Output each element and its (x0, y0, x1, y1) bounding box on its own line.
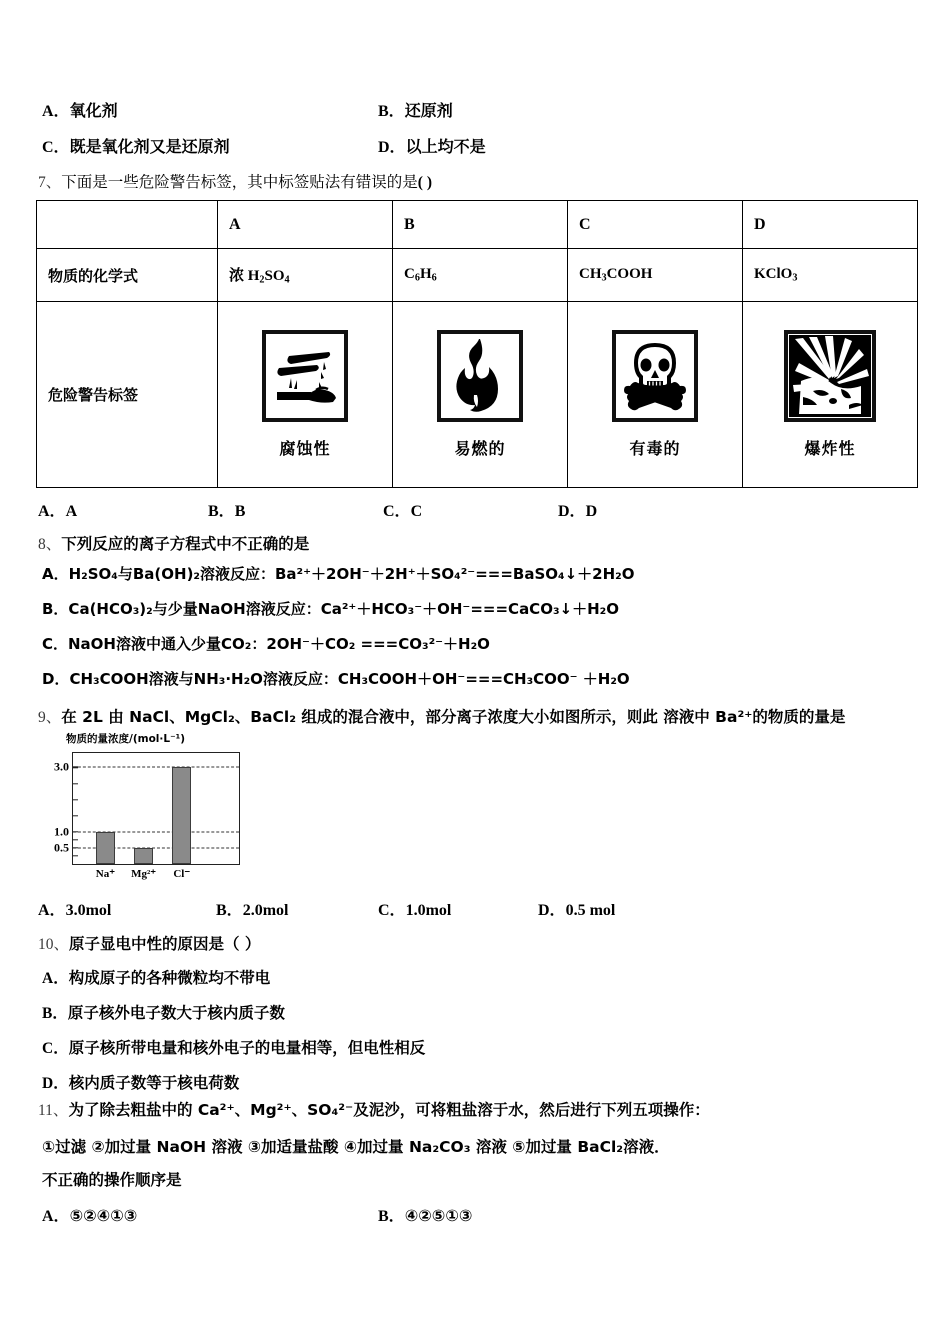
table-icon-row (37, 302, 918, 488)
q11-number: 11、 (38, 1102, 69, 1119)
q10-option-c-text: 原子核所带电量和核外电子的电量相等，但电性相反 (68, 1039, 426, 1057)
q6-option-a-label: A． (42, 103, 70, 120)
q10-option-c-label: C． (42, 1040, 69, 1057)
table-header-row (37, 201, 918, 249)
q9-answer-b-text: 2.0mol (242, 902, 289, 919)
chart-title: 物质的量浓度/(mol·L⁻¹) (66, 733, 186, 745)
q8-option-d: D．CH₃COOH溶液与NH₃·H₂O溶液反应：CH₃COOH＋OH⁻===CH₃COO⁻ ＋H₂O (42, 670, 630, 688)
q7-answer-a-label: A． (38, 503, 66, 520)
q9-number: 9、 (38, 709, 62, 726)
q9-stem-text: 在 2L 由 NaCl、MgCl₂、BaCl₂ 组成的混合液中，部分离子浓度大小如图所示，则此 溶液中 Ba²⁺的物质的量是 (61, 708, 846, 726)
q9-answer-b-label: B． (216, 902, 243, 919)
q7-answer-c (383, 498, 558, 521)
formula-cell-a (218, 249, 393, 302)
header-cell-a (218, 201, 393, 249)
q9-answer-c-text: 1.0mol (405, 902, 452, 919)
q6-option-b-label: B． (378, 103, 405, 120)
icon-row-label-cell (37, 302, 218, 488)
q11-option-a-label: A． (42, 1208, 70, 1225)
q11-option-b (378, 1203, 472, 1226)
question-7-stem (38, 170, 432, 192)
q8-stem-text: 下列反应的离子方程式中不正确的是 (61, 535, 310, 553)
chart-ytick-mark (73, 783, 78, 784)
chart-ytick-label: 1.0 (54, 824, 69, 839)
q7-answer-d (558, 498, 597, 521)
q10-option-d (42, 1071, 239, 1093)
q6-option-b-text: 还原剂 (404, 101, 453, 120)
chart-bar (134, 848, 153, 864)
q9-answer-d-label: D． (538, 902, 566, 919)
header-label-b: B (404, 215, 415, 233)
question-7-answers (38, 498, 597, 521)
q10-option-a (42, 966, 270, 988)
formula-cell-d (743, 249, 918, 302)
chart-bar (172, 767, 191, 864)
q10-option-d-text: 核内质子数等于核电荷数 (68, 1074, 240, 1092)
q10-option-a-label: A． (42, 970, 69, 987)
q7-number: 7、 (38, 174, 62, 191)
q7-answer-d-text: D (585, 503, 598, 520)
q10-option-d-label: D． (42, 1075, 69, 1092)
q9-answer-c (378, 897, 451, 920)
q7-answer-b (208, 498, 383, 521)
q7-answer-a (38, 498, 208, 521)
formula-b: $C_6H_6$ (404, 266, 437, 284)
chart-ytick-mark (73, 799, 78, 800)
chart-xtick-label: Cl⁻ (173, 868, 191, 880)
toxic-wrap (568, 330, 742, 459)
explosive-wrap (743, 330, 917, 459)
header-label-a: A (229, 215, 241, 233)
q9-answer-d (538, 897, 615, 920)
q6-option-a-text: 氧化剂 (69, 101, 118, 120)
toxic-skull-icon (612, 330, 698, 422)
q6-option-c-text: 既是氧化剂又是还原剂 (69, 137, 230, 156)
icon-cell-b (393, 302, 568, 488)
q10-option-c (42, 1036, 425, 1058)
q6-option-c (42, 134, 230, 157)
q10-option-b-text: 原子核外电子数大于核内质子数 (67, 1004, 285, 1022)
chart-ytick-label: 0.5 (54, 840, 69, 855)
flammable-icon-svg (447, 337, 513, 415)
q9-answer-a-text: 3.0mol (65, 902, 112, 919)
q6-option-a (42, 98, 118, 121)
q7-stem-blank: ( ) (417, 174, 432, 191)
formula-cell-c (568, 249, 743, 302)
chart-xtick-label: Mg²⁺ (131, 868, 157, 880)
question-8-stem (38, 532, 309, 554)
question-9-stem (38, 705, 845, 727)
q10-option-a-text: 构成原子的各种微粒均不带电 (68, 969, 271, 987)
header-cell-b (393, 201, 568, 249)
q11-option-b-label: B． (378, 1208, 405, 1225)
header-label-c: C (579, 215, 591, 233)
flammable-caption: 易燃的 (454, 439, 506, 458)
chart-ytick-label: 3.0 (54, 759, 69, 774)
q8-option-c: C．NaOH溶液中通入少量CO₂：2OH⁻＋CO₂ ===CO₃²⁻＋H₂O (42, 635, 490, 653)
chart-bar (96, 832, 115, 864)
table-formula-row (37, 249, 918, 302)
q9-answer-c-label: C． (378, 902, 406, 919)
q7-answer-b-label: B． (208, 503, 235, 520)
icon-cell-d (743, 302, 918, 488)
q8-number: 8、 (38, 536, 62, 553)
toxic-caption: 有毒的 (629, 439, 681, 458)
q10-number: 10、 (38, 936, 70, 953)
formula-cell-b (393, 249, 568, 302)
q9-answer-b (216, 897, 288, 920)
q7-answer-b-text: B (234, 503, 246, 520)
q11-stem-text: 为了除去粗盐中的 Ca²⁺、Mg²⁺、SO₄²⁻及泥沙，可将粗盐溶于水，然后进行下列五项操作： (68, 1101, 710, 1119)
flammable-icon (437, 330, 523, 422)
explosive-caption: 爆炸性 (804, 439, 856, 458)
chart-ytick-mark (73, 847, 78, 848)
formula-d: KClO$_3$ (754, 266, 798, 284)
chart-plot-area (54, 752, 240, 880)
flammable-wrap (393, 330, 567, 459)
header-cell-empty (37, 201, 218, 249)
icon-cell-a (218, 302, 393, 488)
chart-ytick-mark (73, 855, 78, 856)
corrosive-caption: 腐蚀性 (279, 439, 331, 458)
q6-option-d-text: 以上均不是 (405, 137, 486, 156)
icon-cell-c (568, 302, 743, 488)
q9-answer-a-label: A． (38, 902, 66, 919)
chart-gridline (73, 767, 239, 768)
explosive-icon (784, 330, 876, 422)
q11-operations-list: ①过滤 ②加过量 NaOH 溶液 ③加适量盐酸 ④加过量 Na₂CO₃ 溶液 ⑤加过量 BaCl₂溶液． (42, 1138, 670, 1156)
q10-option-b-label: B． (42, 1005, 68, 1022)
chart-ytick-mark (73, 767, 78, 768)
q7-answer-c-label: C． (383, 503, 411, 520)
q7-answer-a-text: A (65, 503, 78, 520)
formula-c: $CH_3COOH$ (579, 266, 653, 284)
header-cell-d (743, 201, 918, 249)
q11-option-b-text: ④②⑤①③ (404, 1206, 473, 1225)
question-11-stem (38, 1098, 710, 1120)
corrosive-wrap (218, 330, 392, 459)
chart-xtick-label: Na⁺ (95, 868, 116, 880)
q8-option-b: B．Ca(HCO₃)₂与少量NaOH溶液反应：Ca²⁺＋HCO₃⁻＋OH⁻===CaCO₃↓＋H₂O (42, 600, 619, 618)
q7-stem-text: 下面是一些危险警告标签，其中标签贴法有错误的是 (61, 173, 418, 191)
q11-sub-stem: 不正确的操作顺序是 (42, 1171, 182, 1189)
q7-answer-d-label: D． (558, 503, 586, 520)
icon-row-label: 危险警告标签 (48, 386, 139, 404)
corrosive-icon-svg (269, 338, 341, 414)
q8-option-a: A．H₂SO₄与Ba(OH)₂溶液反应：Ba²⁺＋2OH⁻＋2H⁺＋SO₄²⁻===BaSO₄↓＋2H₂O (42, 565, 635, 583)
q10-option-b (42, 1001, 285, 1023)
question-10-stem (38, 932, 260, 954)
q6-option-c-label: C． (42, 139, 70, 156)
q6-option-b (378, 98, 453, 121)
q9-answer-d-text: 0.5 mol (565, 902, 616, 919)
header-label-d: D (754, 215, 766, 233)
chart-ytick-mark (73, 831, 78, 832)
corrosive-icon (262, 330, 348, 422)
header-cell-c (568, 201, 743, 249)
formula-row-label-cell (37, 249, 218, 302)
q6-option-d (378, 134, 486, 157)
q9-answer-a (38, 897, 111, 920)
explosive-icon-svg (789, 335, 871, 417)
q10-stem-text: 原子显电中性的原因是（ ） (69, 935, 261, 953)
formula-row-label: 物质的化学式 (48, 266, 139, 285)
toxic-skull-icon-svg (618, 338, 692, 414)
chart-ytick-mark (73, 815, 78, 816)
formula-a: 浓 $H_2SO_4$ (229, 268, 290, 286)
q11-option-a-text: ⑤②④①③ (69, 1206, 138, 1225)
q7-answer-c-text: C (410, 503, 423, 520)
hazard-label-table (36, 200, 918, 488)
chart-ytick-mark (73, 839, 78, 840)
q6-option-d-label: D． (378, 139, 406, 156)
ion-concentration-bar-chart (40, 731, 270, 881)
q11-option-a (42, 1203, 137, 1226)
